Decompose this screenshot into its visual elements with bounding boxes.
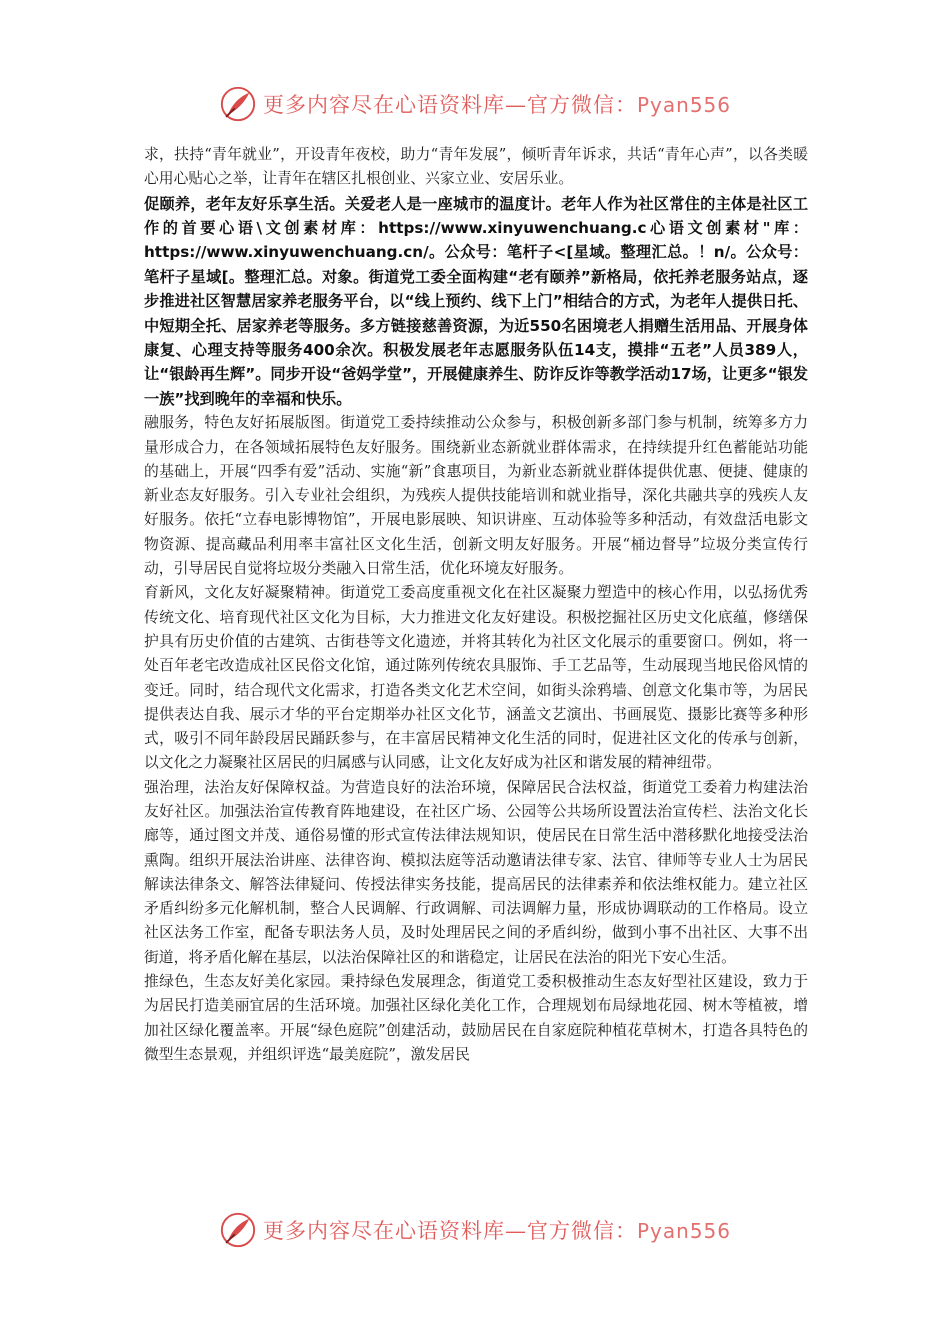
paragraph-youth-continued: 求，扶持“青年就业”，开设青年夜校，助力“青年发展”，倾听青年诉求，共话“青年心声”，以各类暖心用心贴心之举，让青年在辖区扎根创业、兴家立业、安居乐业。 — [144, 146, 808, 188]
feather-pen-icon — [219, 85, 257, 123]
paragraph-green: 推绿色，生态友好美化家园。秉持绿色发展理念，街道党工委积极推动生态友好型社区建设，致力于为居民打造美丽宜居的生活环境。加强社区绿化美化工作，合理规划布局绿地花园、树木等植被，增加社区绿化覆盖率。开展“绿色庭院”创建活动，鼓励居民在自家庭院种植花草树木，打造各具特色的微型生态景观，并组织评选“最美庭院”，激发居民 — [144, 973, 808, 1063]
paragraph-culture: 育新风，文化友好凝聚精神。街道党工委高度重视文化在社区凝聚力塑造中的核心作用，以弘扬优秀传统文化、培育现代社区文化为目标，大力推进文化友好建设。积极挖掘社区历史文化底蕴，修缮保护具有历史价值的古建筑、古街巷等文化遗迹，并将其转化为社区文化展示的重要窗口。例如，将一处百年老宅改造成社区民俗文化馆，通过陈列传统农具服饰、手工艺品等，生动展现当地民俗风情的变迁。同时，结合现代文化需求，打造各类文化艺术空间，如街头涂鸦墙、创意文化集市等，为居民提供表达自我、展示才华的平台定期举办社区文化节，涵盖文艺演出、书画展览、摄影比赛等多种形式，吸引不同年龄段居民踊跃参与，在丰富居民精神文化生活的同时，促进社区文化的传承与创新，以文化之力凝聚社区居民的归属感与认同感，让文化友好成为社区和谐发展的精神纽带。 — [144, 584, 808, 772]
banner-text: 更多内容尽在心语资料库—官方微信：Pyan556 — [262, 93, 731, 117]
paragraph-elderly-care: 促颐养，老年友好乐享生活。关爱老人是一座城市的温度计。老年人作为社区常住的主体是社区工作的首要心语\文创素材库：https://www.xinyuwenchuang.c心语文创素材"库：https://www.xinyuwenchuang.cn/。公众号：笔杆子<[星域。整理汇总。！n/。公众号：笔杆子星域[。整理汇总。对象。街道党工委全面构建“老有颐养”新格局，依托养老服务站点，逐步推进社区智慧居家养老服务平台，以“线上预约、线下上门”相结合的方式，为老年人提供日托、中短期全托、居家养老等服务。多方链接慈善资源，为近550名困境老人捐赠生活用品、开展身体康复、心理支持等服务400余次。积极发展老年志愿服务队伍14支，摸排“五老”人员389人，让“银龄再生辉”。同步开设“爸妈学堂”，开展健康养生、防诈反诈等教学活动17场，让更多“银发一族”找到晚年的幸福和快乐。 — [144, 194, 808, 408]
paragraph-services: 融服务，特色友好拓展版图。街道党工委持续推动公众参与，积极创新多部门参与机制，统筹多方力量形成合力，在各领域拓展特色友好服务。围绕新业态新就业群体需求，在持续提升红色蓄能站功能的基础上，开展“四季有爱”活动、实施“新”食惠项目，为新业态新就业群体提供优惠、便捷、健康的新业态友好服务。引入专业社会组织，为残疾人提供技能培训和就业指导，深化共融共享的残疾人友好服务。依托“立春电影博物馆”，开展电影展映、知识讲座、互动体验等多种活动，有效盘活电影文物资源、提高藏品利用率丰富社区文化生活，创新文明友好服务。开展“桶边督导”垃圾分类宣传行动，引导居民自觉将垃圾分类融入日常生活，优化环境友好服务。 — [144, 414, 808, 578]
header-banner — [0, 82, 950, 126]
wechat-id: Pyan556 — [636, 1219, 731, 1243]
paragraph-rule-of-law: 强治理，法治友好保障权益。为营造良好的法治环境，保障居民合法权益，街道党工委着力构建法治友好社区。加强法治宣传教育阵地建设，在社区广场、公园等公共场所设置法治宣传栏、法治文化长廊等，通过图文并茂、通俗易懂的形式宣传法律法规知识，使居民在日常生活中潜移默化地接受法治熏陶。组织开展法治讲座、法律咨询、模拟法庭等活动邀请法律专家、法官、律师等专业人士为居民解读法律条文、解答法律疑问、传授法律实务技能，提高居民的法律素养和依法维权能力。建立社区矛盾纠纷多元化解机制，整合人民调解、行政调解、司法调解力量，形成协调联动的工作格局。设立社区法务工作室，配备专职法务人员，及时处理居民之间的矛盾纠纷，做到小事不出社区、大事不出街道，将矛盾化解在基层，以法治保障社区的和谐稳定，让居民在法治的阳光下安心生活。 — [144, 778, 808, 966]
document-body — [144, 143, 808, 1067]
banner-text: 更多内容尽在心语资料库—官方微信：Pyan556 — [262, 1219, 731, 1243]
footer-banner — [0, 1208, 950, 1252]
wechat-id: Pyan556 — [636, 93, 731, 117]
feather-pen-icon — [219, 1211, 257, 1249]
